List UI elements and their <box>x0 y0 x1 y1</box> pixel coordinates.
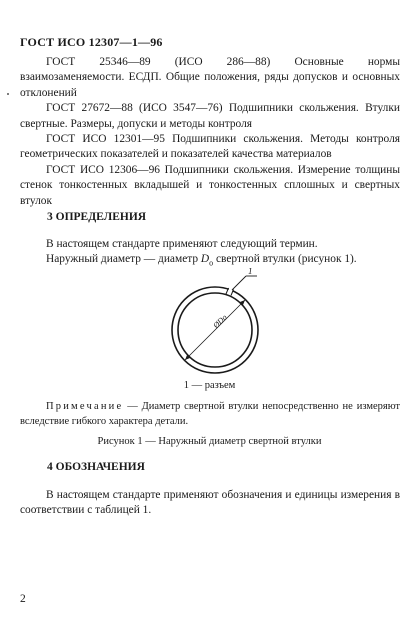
symbols-paragraph: В настоящем стандарте применяют обозначения и единицы измерения в соответствии с таблицей 1. <box>20 489 400 517</box>
bushing-figure <box>160 268 270 378</box>
term-symbol: D <box>200 253 210 266</box>
diameter-label: ØDo <box>211 312 229 331</box>
leader-line <box>232 276 246 290</box>
figure-note <box>20 400 400 429</box>
leader-label: 1 <box>248 268 253 276</box>
definitions-text <box>20 237 400 271</box>
reference-item: ГОСТ 27672—88 (ИСО 3547—76) Подшипники скольжения. Втулки свертные. Размеры, допуски и методы контроля <box>20 102 400 130</box>
figure-legend: 1 — разъем <box>183 380 236 391</box>
symbols-text <box>20 488 400 519</box>
section-heading-symbols: 4 ОБОЗНАЧЕНИЯ <box>47 461 145 473</box>
note-paragraph <box>20 400 400 429</box>
reference-item: ГОСТ ИСО 12301—95 Подшипники скольжения. Методы контроля геометрических показателей и показателей качества материалов <box>20 133 400 161</box>
diameter-dimension-line <box>185 300 245 360</box>
term-subscript: o <box>209 258 214 268</box>
definitions-intro: В настоящем стандарте применяют следующий термин. <box>46 238 318 250</box>
scan-speck <box>7 93 9 95</box>
term-text-after: свертной втулки (рисунок 1). <box>213 253 357 266</box>
normative-references <box>20 55 400 209</box>
document-header: ГОСТ ИСО 12307—1—96 <box>20 35 163 49</box>
figure-caption: Рисунок 1 — Наружный диаметр свертной втулки <box>97 436 322 447</box>
reference-item: ГОСТ ИСО 12306—96 Подшипники скольжения. Измерение толщины стенок тонкостенных вкладышей и тонкостенных сплошных и свертных втулок <box>20 163 400 207</box>
page-number: 2 <box>20 593 26 605</box>
section-heading-definitions: 3 ОПРЕДЕЛЕНИЯ <box>47 211 147 223</box>
reference-item: ГОСТ 25346—89 (ИСО 286—88) Основные нормы взаимозаменяемости. ЕСДП. Общие положения, ряды допусков и основных отклонений <box>20 56 400 99</box>
term-text-before: Наружный диаметр — диаметр <box>46 253 201 266</box>
note-text: — Диаметр свертной втулки непосредственно не измеряют вследствие гибкого характера детали. <box>20 401 400 427</box>
note-word: Примечание <box>46 401 124 412</box>
